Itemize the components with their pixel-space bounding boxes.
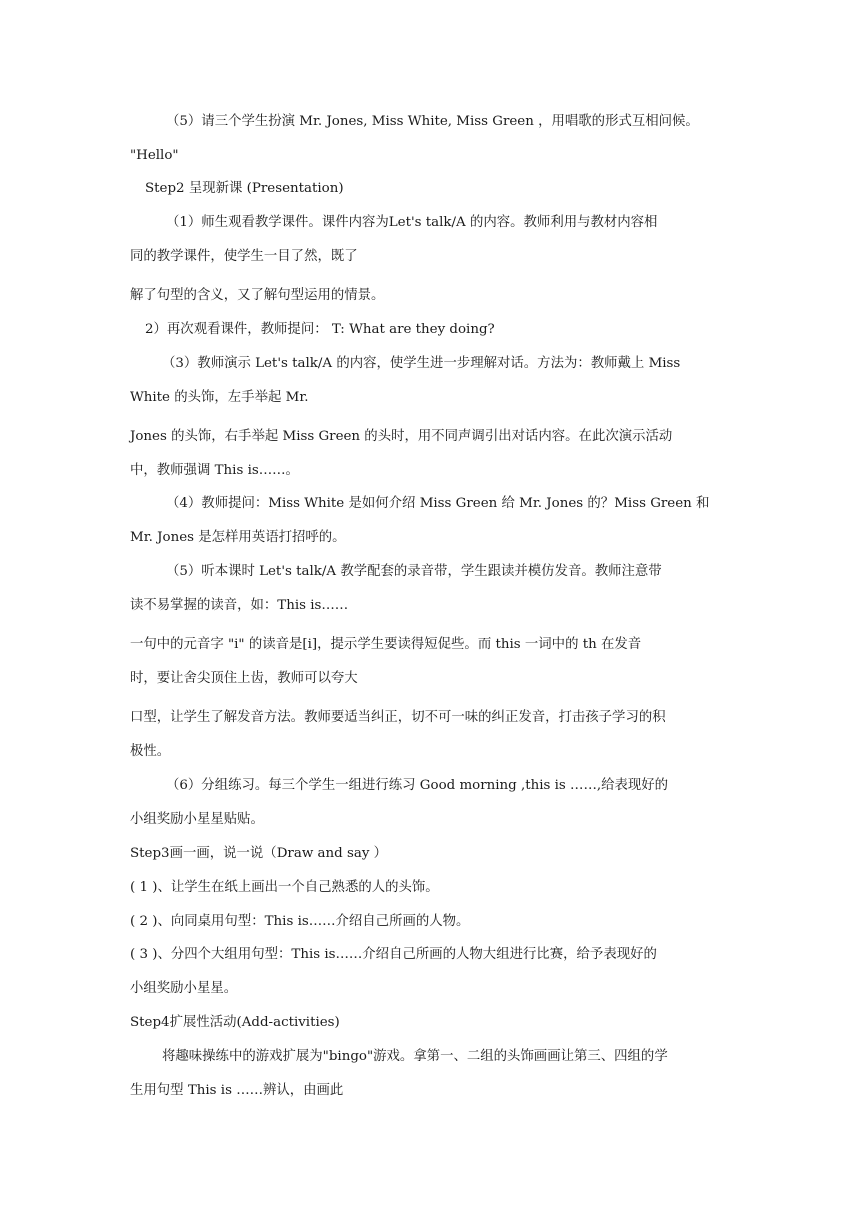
paragraph-line: （1）师生观看教学课件。课件内容为Let's talk/A 的内容。教师利用与教材内容相 — [166, 215, 658, 230]
section-heading: Step2 呈现新课 (Presentation) — [145, 181, 344, 196]
paragraph-line: （6）分组练习。每三个学生一组进行练习 Good morning ,this is ……,给表现好的 — [166, 778, 669, 793]
paragraph-line: "Hello" — [130, 148, 179, 163]
paragraph-line: 中，教师强调 This is……。 — [130, 463, 299, 478]
paragraph-line: 小组奖励小星星贴贴。 — [130, 812, 264, 827]
paragraph-line: 生用句型 This is ……辨认，由画此 — [130, 1083, 344, 1098]
section-heading: Step4扩展性活动(Add-activities) — [130, 1015, 340, 1030]
list-item: ( 1 )、让学生在纸上画出一个自己熟悉的人的头饰。 — [130, 880, 439, 895]
paragraph-line: Jones 的头饰，右手举起 Miss Green 的头时，用不同声调引出对话内容。在此次演示活动 — [130, 429, 673, 444]
paragraph-line: 口型，让学生了解发音方法。教师要适当纠正，切不可一味的纠正发音，打击孩子学习的积 — [130, 710, 666, 725]
list-item: ( 3 )、分四个大组用句型：This is……介绍自己所画的人物大组进行比赛，给予表现好的 — [130, 947, 657, 962]
list-item: ( 2 )、向同桌用句型：This is……介绍自己所画的人物。 — [130, 914, 470, 929]
paragraph-line: 读不易掌握的读音，如：This is…… — [130, 598, 349, 613]
paragraph-line: Mr. Jones 是怎样用英语打招呼的。 — [130, 530, 346, 545]
paragraph-line: 小组奖励小星星。 — [130, 981, 238, 996]
paragraph-line: （4）教师提问：Miss White 是如何介绍 Miss Green 给 Mr. Jones 的？Miss Green 和 — [166, 496, 710, 511]
paragraph-line: （5）听本课时 Let's talk/A 教学配套的录音带，学生跟读并模仿发音。教师注意带 — [166, 564, 662, 579]
paragraph-line: White 的头饰，左手举起 Mr. — [130, 390, 309, 405]
paragraph-line: 2）再次观看课件，教师提问： T: What are they doing? — [145, 322, 495, 337]
paragraph-line: （5）请三个学生扮演 Mr. Jones, Miss White, Miss Green ，用唱歌的形式互相问候。 — [166, 114, 699, 129]
paragraph-line: 将趣味操练中的游戏扩展为"bingo"游戏。拿第一、二组的头饰画画让第三、四组的学 — [162, 1049, 668, 1064]
paragraph-line: 时，要让舍尖顶住上齿，教师可以夸大 — [130, 671, 358, 686]
paragraph-line: 一句中的元音字 "i" 的读音是[i]，提示学生要读得短促些。而 this 一词中的 th 在发音 — [130, 637, 642, 652]
section-heading: Step3画一画，说一说（Draw and say ） — [130, 846, 388, 861]
paragraph-line: （3）教师演示 Let's talk/A 的内容，使学生进一步理解对话。方法为：教师戴上 Miss — [162, 356, 681, 371]
paragraph-line: 解了句型的含义，又了解句型运用的情景。 — [130, 288, 385, 303]
paragraph-line: 极性。 — [130, 744, 171, 759]
paragraph-line: 同的教学课件，使学生一目了然，既了 — [130, 249, 358, 264]
